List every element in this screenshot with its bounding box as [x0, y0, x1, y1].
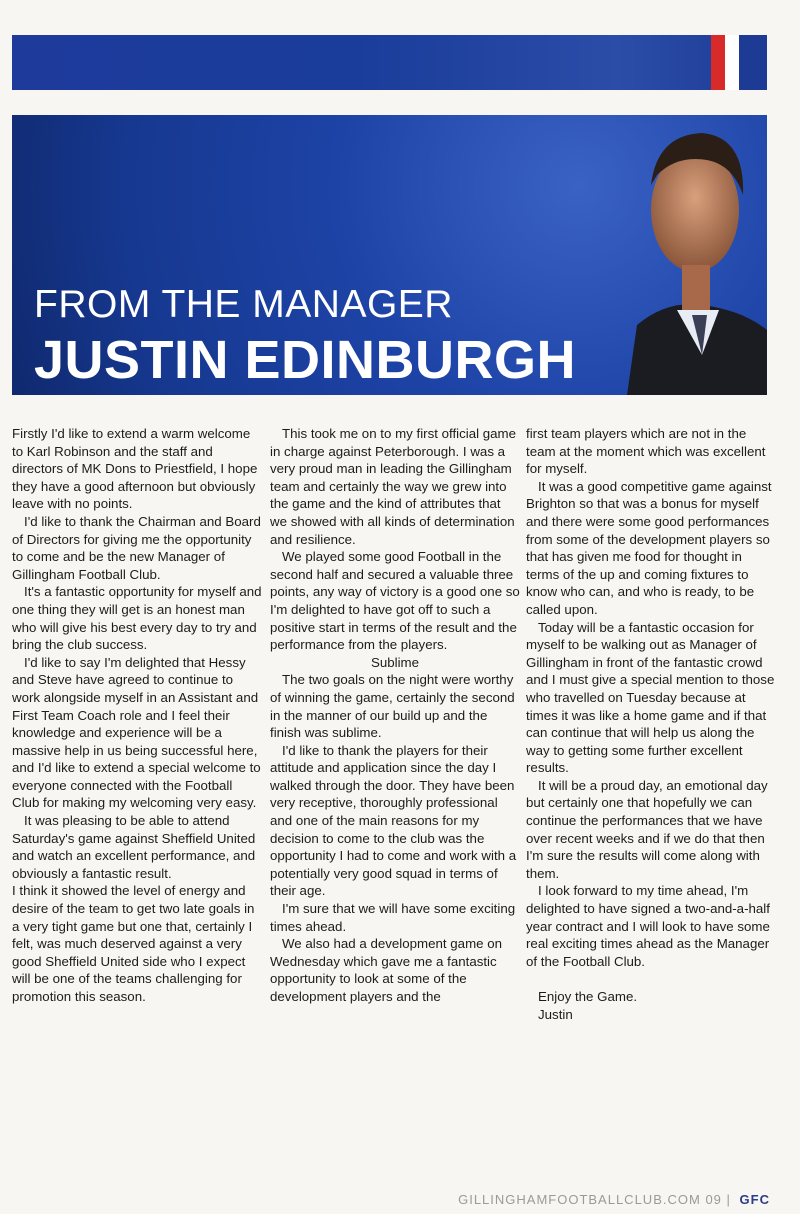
paragraph: I'm sure that we will have some exciting times ahead.	[270, 901, 516, 934]
hero-name: JUSTIN EDINBURGH	[34, 330, 577, 390]
paragraph: This took me on to my first official game in charge against Peterborough. I was a very proud man in leading the Gillingham team and certainly the way we grew into the game and the kind of attributes that we showed with all kinds of determination and resilience.	[270, 426, 517, 547]
page-footer	[458, 1192, 770, 1207]
paragraph: The two goals on the night were worthy of winning the game, certainly the second in the manner of our build up and the finish was sublime.	[270, 672, 515, 741]
paragraph: I'd like to say I'm delighted that Hessy and Steve have agreed to continue to work alongside myself in an Assistant and First Team Coach role and I feel their knowledge and experience will be a massive help in us being successful here, and I'd like to extend a special welcome to everyone connected with the Football Club for making my welcoming very easy.	[12, 654, 261, 811]
footer-site: GILLINGHAMFOOTBALLCLUB.COM	[458, 1192, 701, 1207]
header-stripe-blue	[739, 35, 767, 90]
signoff-text: Enjoy the Game.	[538, 989, 638, 1005]
paragraph: It's a fantastic opportunity for myself and one thing they will get is an honest man who will give his best every day to try and bring the club success.	[12, 584, 262, 653]
paragraph: I think it showed the level of energy and desire of the team to get two late goals in a very tight game but one that, certainly I felt, was much deserved against a very good Sheffield United side who I expect will be one of the teams challenging for promotion this season.	[12, 883, 255, 1004]
hero-kicker: FROM THE MANAGER	[34, 283, 453, 326]
article-body	[12, 425, 775, 1170]
paragraph: I'd like to thank the players for their attitude and application since the day I walked through the door. They have been very receptive, thoroughly professional and one of the main reasons for my decision to come to the club was the opportunity I had to come and work with a potentially very good squad in terms of their age.	[270, 742, 517, 899]
header-band	[12, 35, 767, 90]
header-stripe-red	[711, 35, 725, 90]
article-column-3	[526, 425, 776, 1024]
signoff	[526, 988, 776, 1023]
hero-banner	[12, 115, 767, 395]
paragraph: first team players which are not in the team at the moment which was excellent for myself.	[526, 426, 766, 477]
subheading: Sublime	[370, 654, 420, 670]
paragraph: I look forward to my time ahead, I'm delighted to have signed a two-and-a-half year contract and I will look to have some real exciting times ahead as the Manager of the Football Club.	[526, 883, 770, 969]
paragraph: Today will be a fantastic occasion for myself to be walking out as Manager of Gillingham in front of the fantastic crowd and I must give a special mention to those who travelled on Tuesday because at times it was like a home game and if that can continue that will help us along the way to getting some further excellent results.	[526, 619, 775, 776]
paragraph: It will be a proud day, an emotional day but certainly one that hopefully we can continue the performances that we have over recent weeks and if we do that then I'm sure the results will come along with them.	[526, 777, 768, 881]
signature: Justin	[538, 1007, 573, 1022]
paragraph: Firstly I'd like to extend a warm welcome to Karl Robinson and the staff and directors of MK Dons to Priestfield, I hope they have a good afternoon but obviously leave with no points.	[12, 426, 258, 512]
paragraph: It was a good competitive game against Brighton so that was a bonus for myself and there were some good performances from some of the development players so that has given me food for thought in terms of the up and coming fixtures to know who can, and who is ready, to be called upon.	[526, 478, 772, 617]
page-number: 09	[705, 1192, 722, 1207]
manager-portrait-icon	[607, 115, 767, 395]
paragraph: We played some good Football in the second half and secured a valuable three points, any way of victory is a good one so I'm delighted to have got off to such a positive start in terms of the result and the performance from the players.	[270, 549, 520, 653]
paragraph: It was pleasing to be able to attend Saturday's game against Sheffield United and watch an excellent performance, and obviously a fantastic result.	[12, 813, 256, 881]
paragraph: We also had a development game on Wednesday which gave me a fantastic opportunity to look at some of the development players and the	[270, 936, 503, 1004]
club-logo-icon: GFC	[739, 1192, 770, 1207]
paragraph: I'd like to thank the Chairman and Board of Directors for giving me the opportunity to come and be the new Manager of Gillingham Football Club.	[12, 513, 261, 582]
article-column-1	[12, 425, 262, 1006]
header-stripe-white	[725, 35, 739, 90]
article-column-2	[270, 425, 520, 1006]
footer-separator: |	[726, 1192, 731, 1207]
